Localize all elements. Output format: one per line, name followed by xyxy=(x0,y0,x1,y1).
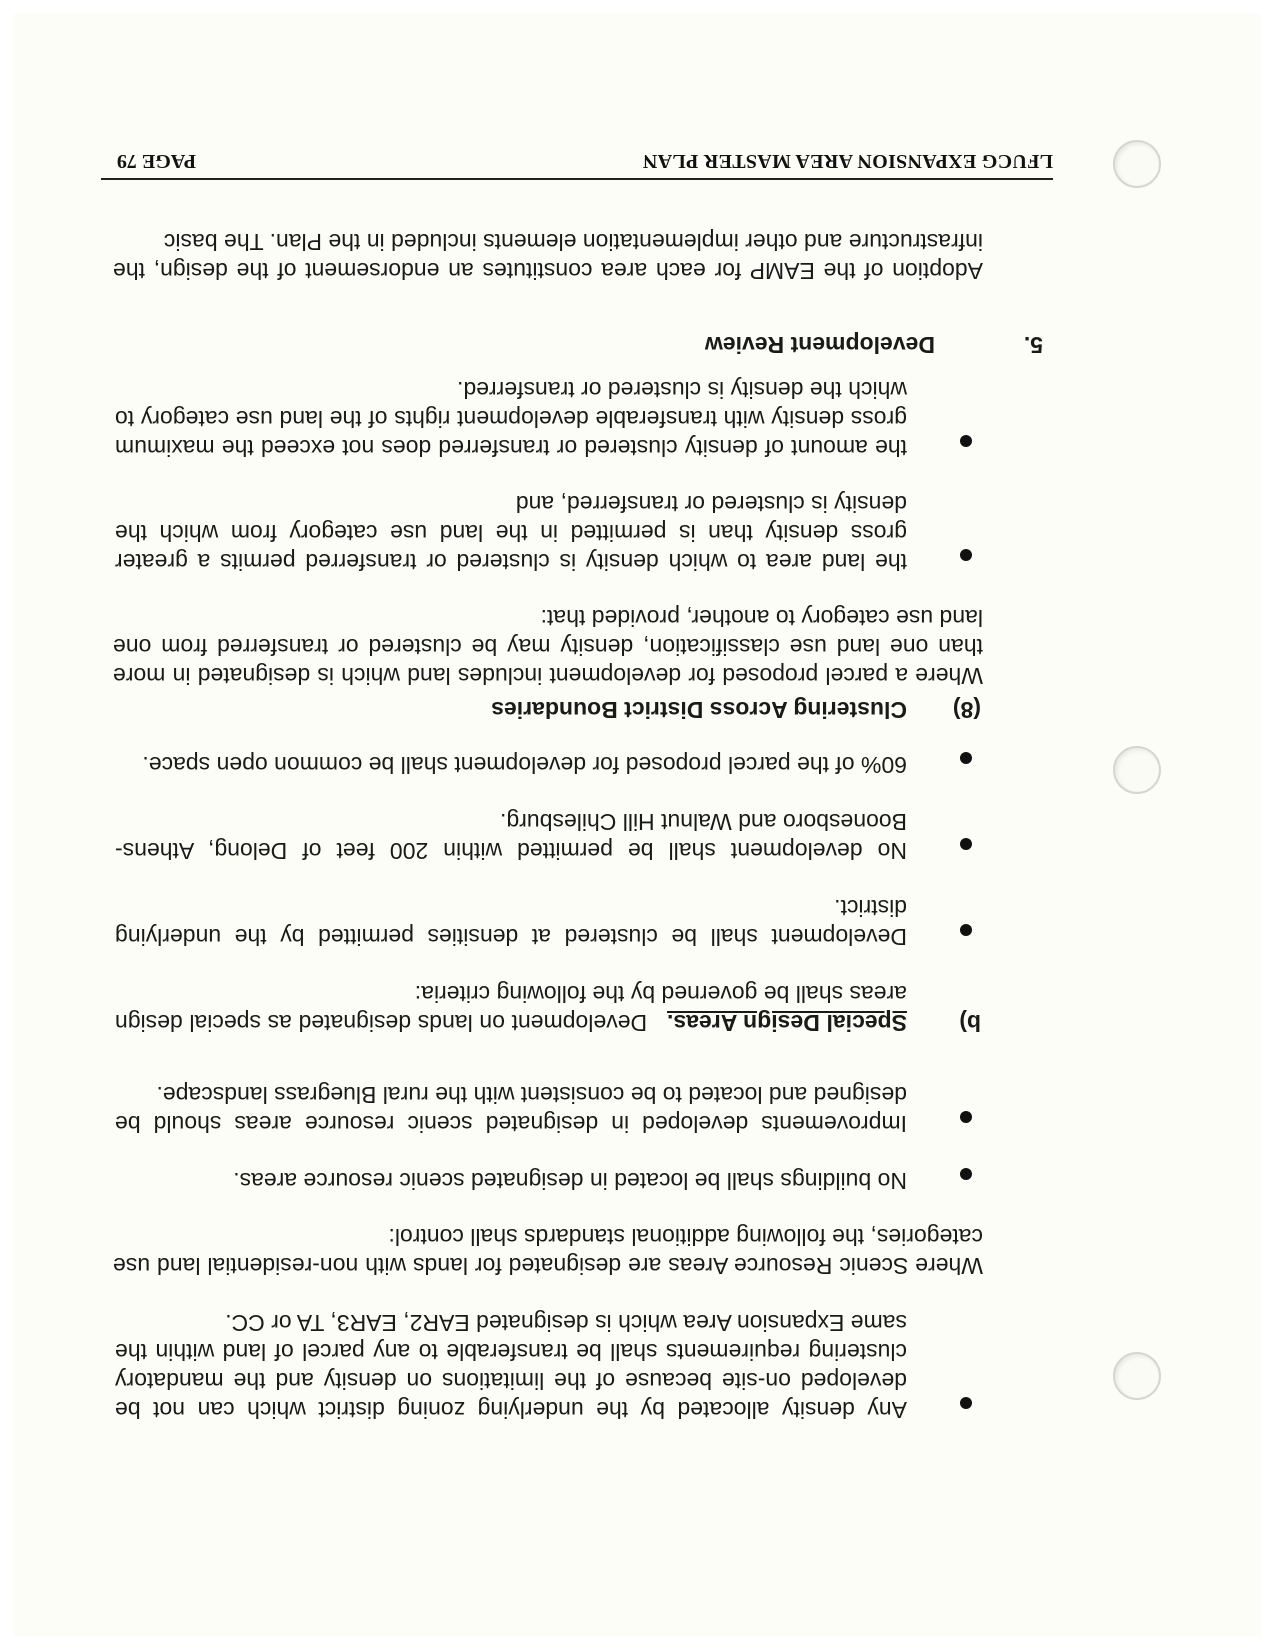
bullet-development-clustered: Development shall be clustered at densities permitted by the underlying district. xyxy=(115,895,907,950)
bullet-dot xyxy=(960,924,972,936)
bullet-any-density: Any density allocated by the underlying zoning district which can not be developed on-site because of the limitations on density and the mandatory clustering requirements shall be transferable to any parcel of land within the same Expansion Area which is designated EAR2, EAR3, TA or CC. xyxy=(115,1310,907,1423)
bullet-dot xyxy=(960,549,972,561)
header-title: LFUCG EXPANSION AREA MASTER PLAN xyxy=(642,150,1053,172)
bullet-dot xyxy=(960,1397,972,1409)
bullet-no-buildings: No buildings shall be located in designated scenic resource areas. xyxy=(233,1168,907,1194)
bullet-dot xyxy=(960,1111,972,1123)
section-5-title: Development Review xyxy=(704,332,935,358)
header-page-number: PAGE 79 xyxy=(116,150,196,172)
special-design-paragraph xyxy=(115,979,907,1037)
intro-paragraph: Adoption of the EAMP for each area constitutes an endorsement of the design, the infrastructure and other implementation elements included in the Plan. The basic xyxy=(113,229,983,284)
bullet-dot xyxy=(960,1168,972,1180)
header-rule xyxy=(101,178,1053,180)
bullet-open-space: 60% of the parcel proposed for development shall be common open space. xyxy=(142,752,907,778)
special-design-text: Development on lands designated as special design areas shall be governed by the following criteria: xyxy=(114,981,907,1036)
clustering-title: Clustering Across District Boundaries xyxy=(491,697,907,723)
bullet-improvements: Improvements developed in designated scenic resource areas should be designed and located to be consistent with the rural Bluegrass landscape. xyxy=(115,1082,907,1137)
bullet-dot xyxy=(960,838,972,850)
section-5-number: 5. xyxy=(1023,332,1043,358)
clustering-paragraph: Where a parcel proposed for development includes land which is designated in more than one land use classification, density may be clustered or transferred from one land use category to another, provided that: xyxy=(113,605,983,689)
bullet-density-greater: the land area to which density is clustered or transferred permits a greater gross density than is permitted in the land use category from which the density is clustered or transferred, and xyxy=(115,491,907,575)
bullet-no-development: No development shall be permitted within 200 feet of Delong, Athens-Boonesboro and Walnut Hill Chilesburg. xyxy=(115,809,907,864)
bullet-density-max: the amount of density clustered or transferred does not exceed the maximum gross density with transferable development rights of the land use category to which the density is clustered or transferred. xyxy=(115,377,907,461)
clustering-number: (8) xyxy=(952,697,981,723)
bullet-dot xyxy=(960,752,972,764)
scenic-paragraph: Where Scenic Resource Areas are designated for lands with non-residential land use categories, the following additional standards shall control: xyxy=(113,1224,983,1279)
special-design-title: Special Design Areas. xyxy=(667,1010,907,1036)
bullet-dot xyxy=(960,435,972,447)
special-letter: b) xyxy=(959,1010,981,1036)
